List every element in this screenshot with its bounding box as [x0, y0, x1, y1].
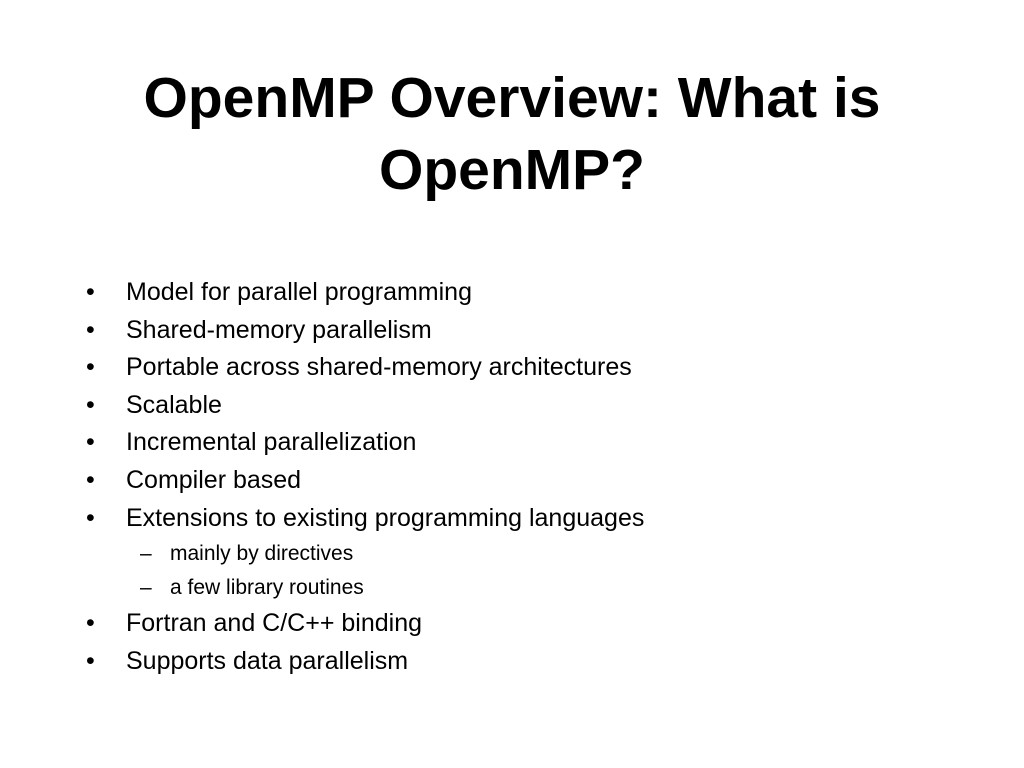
bullet-marker: • [86, 353, 95, 382]
sub-bullet-text: a few library routines [170, 576, 364, 600]
bullet-text: Portable across shared-memory architectures [126, 353, 632, 382]
sub-bullet-marker: – [140, 576, 152, 600]
slide-title: OpenMP Overview: What is OpenMP? [143, 66, 881, 202]
bullet-marker: • [86, 278, 95, 306]
bullet-item [84, 349, 964, 387]
bullet-item [84, 387, 964, 425]
bullet-item [84, 424, 964, 462]
bullet-list [84, 274, 964, 680]
bullet-item [84, 605, 964, 643]
bullet-text: Supports data parallelism [126, 646, 409, 675]
bullet-marker: • [86, 503, 95, 532]
bullet-marker: • [86, 315, 95, 344]
bullet-marker: • [86, 646, 95, 675]
bullet-marker: • [86, 465, 95, 494]
bullet-text: Extensions to existing programming languages [126, 503, 645, 532]
bullet-text: Compiler based [126, 465, 302, 494]
sub-bullet-item [84, 537, 964, 571]
sub-bullet-marker: – [140, 542, 152, 566]
bullet-marker: • [86, 428, 95, 457]
bullet-text: Scalable [126, 390, 222, 419]
bullet-item [84, 312, 964, 350]
bullet-text: Model for parallel programming [126, 278, 472, 306]
bullet-item [84, 274, 964, 312]
bullet-marker: • [86, 390, 95, 419]
bullet-item [84, 462, 964, 500]
bullet-text: Incremental parallelization [126, 428, 417, 457]
sub-bullet-item [84, 571, 964, 605]
bullet-marker: • [86, 609, 95, 638]
bullet-item [84, 643, 964, 681]
sub-bullet-text: mainly by directives [170, 542, 354, 566]
bullet-text: Shared-memory parallelism [126, 315, 432, 344]
bullet-text: Fortran and C/C++ binding [126, 609, 423, 638]
bullet-item [84, 500, 964, 538]
